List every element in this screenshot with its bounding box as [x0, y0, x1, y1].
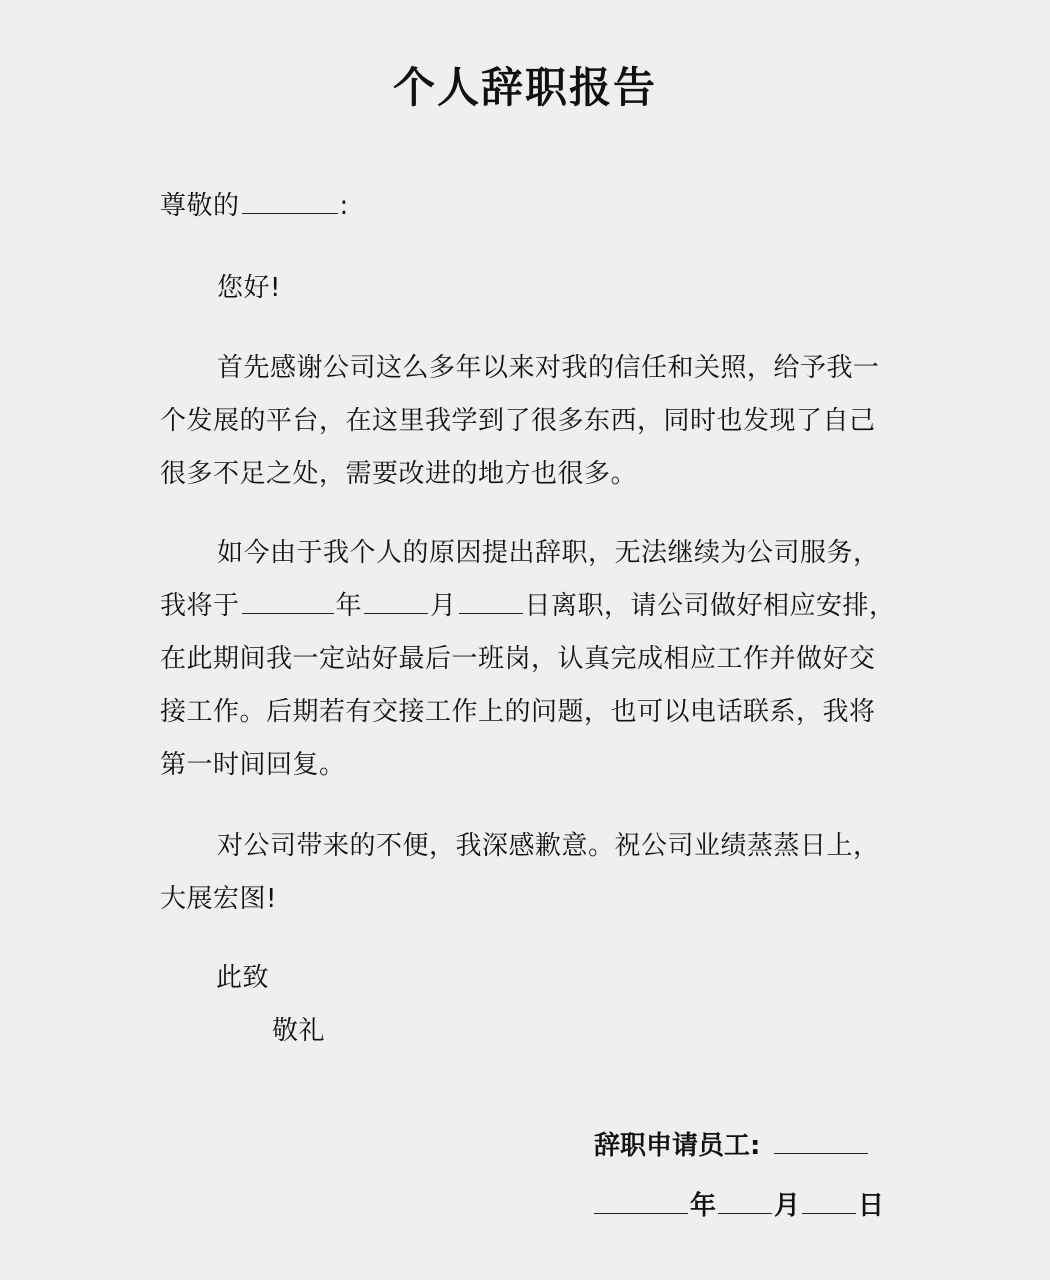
signature-month-label: 月 [774, 1191, 801, 1221]
signature-month-blank [718, 1185, 772, 1214]
leave-month-label: 月 [430, 591, 457, 621]
paragraph-resignation-part2: 日离职，请公司做好相应安排，在此期间我一定站好最后一班岗，认真完成相应工作并做好交接工作。后期若有交接工作上的问题，也可以电话联系，我将第一时间回复。 [160, 591, 896, 780]
salutation [160, 180, 900, 233]
paragraph-gratitude: 首先感谢公司这么多年以来对我的信任和关照，给予我一个发展的平台，在这里我学到了很多东西，同时也发现了自己很多不足之处，需要改进的地方也很多。 [160, 353, 880, 489]
leave-year-label: 年 [335, 591, 363, 621]
salutation-suffix: : [339, 191, 349, 221]
signature-year-label: 年 [690, 1191, 717, 1221]
paragraph-resignation-part1: 如今由于我个人的原因提出辞职，无法继续为公司服务，我将于 [160, 538, 880, 621]
signature-day-blank [802, 1185, 856, 1214]
leave-year-blank [242, 585, 334, 614]
signature-line [594, 1120, 870, 1173]
closing-line-1: 此致 [216, 963, 270, 993]
paragraph-apology: 对公司带来的不便，我深感歉意。祝公司业绩蒸蒸日上，大展宏图! [160, 831, 880, 914]
leave-month-blank [364, 585, 428, 614]
paragraph-resignation [160, 527, 900, 792]
signature-date [594, 1180, 884, 1233]
document-title: 个人辞职报告 [392, 63, 657, 112]
leave-day-blank [459, 585, 523, 614]
signature-year-blank [594, 1185, 688, 1214]
signature-day-label: 日 [858, 1191, 885, 1221]
signature-name-blank [774, 1125, 868, 1154]
greeting: 您好! [217, 273, 281, 303]
salutation-prefix: 尊敬的 [160, 191, 240, 221]
recipient-blank [242, 185, 338, 214]
closing-line-2: 敬礼 [272, 1016, 326, 1046]
signature-label: 辞职申请员工: [594, 1131, 761, 1161]
